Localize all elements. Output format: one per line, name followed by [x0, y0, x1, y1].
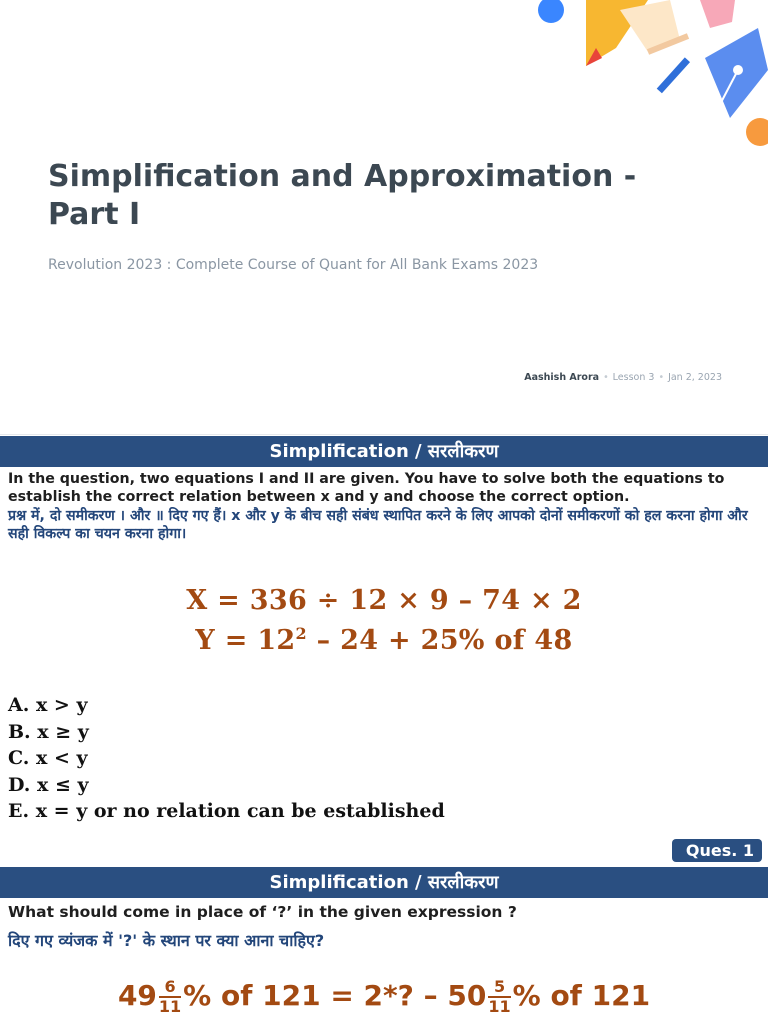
- expression: 49 $\frac{6}{11}$ % of 121 = 2*? – 50 $\frac{5}{11}$ % of 121: [117, 977, 651, 1016]
- fraction: $\frac{5}{11}$: [488, 977, 511, 1016]
- question-text-hindi: दिए गए व्यंजक में '?' के स्थान पर क्या आना चाहिए?: [8, 931, 325, 950]
- separator-dot: •: [658, 372, 665, 383]
- separator-dot: •: [603, 372, 609, 383]
- option-b: B. x ≥ y: [8, 720, 89, 743]
- question-text-english: What should come in place of ‘?’ in the given expression ?: [8, 903, 517, 921]
- option-d: D. x ≤ y: [8, 773, 89, 796]
- divider: [0, 434, 768, 435]
- question-number-badge: Ques. 1: [672, 839, 762, 862]
- question-text-hindi: प्रश्न में, दो समीकरण । और ॥ दिए गए हैं। x और y के बीच सही संबंध स्थापित करने के लिए आपको दोनों समीकरणों को हल करना होगा और सही विकल्प का चयन करना होगा।: [8, 508, 748, 542]
- lesson-number: Lesson 3: [612, 372, 655, 383]
- lesson-title-card: [0, 0, 768, 434]
- equation-x: X = 336 ÷ 12 × 9 – 74 × 2: [186, 585, 582, 616]
- stationery-illustration: [520, 0, 768, 160]
- option-e: E. x = y or no relation can be established: [8, 800, 445, 823]
- equation-y: $Y = 12^2 - 24 + 25\%$ of 48: [195, 624, 573, 656]
- answer-options: [8, 692, 445, 825]
- section-header: Simplification / सरलीकरण: [0, 867, 768, 898]
- lesson-title: Simplification and Approximation - Part I: [48, 159, 637, 232]
- lesson-meta: [524, 372, 722, 383]
- section-header: Simplification / सरलीकरण: [0, 436, 768, 467]
- option-c: C. x < y: [8, 747, 88, 770]
- author-name[interactable]: Aashish Arora: [524, 372, 600, 383]
- option-a: A. x > y: [8, 694, 88, 716]
- fraction: $\frac{6}{11}$: [158, 977, 182, 1016]
- question-text-english: In the question, two equations I and II are given. You have to solve both the equations to establish the correct relation between x and y and choose the correct option.: [8, 471, 725, 505]
- lesson-date: Jan 2, 2023: [668, 372, 722, 383]
- course-name[interactable]: Revolution 2023 : Complete Course of Quant for All Bank Exams 2023: [48, 257, 539, 273]
